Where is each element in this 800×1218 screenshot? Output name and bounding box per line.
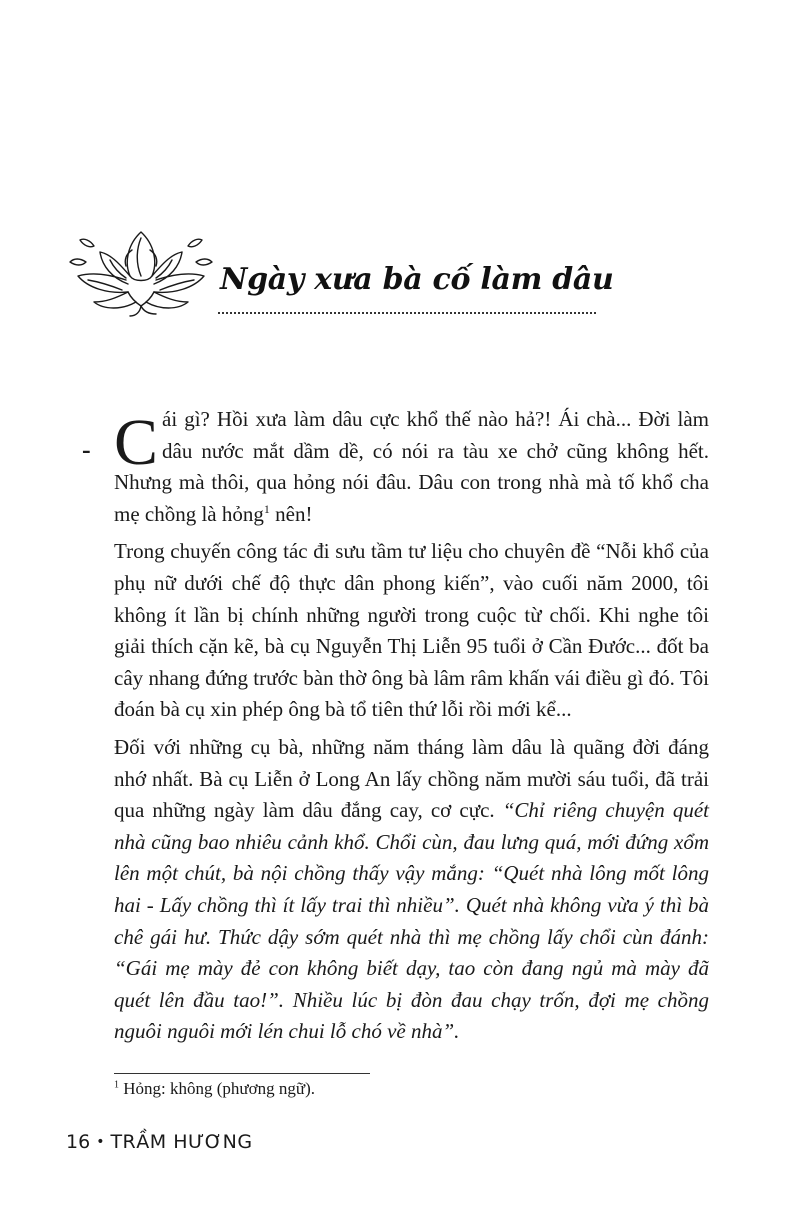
footnote-rule [114,1073,370,1074]
footnote-ref: 1 [263,501,270,516]
lotus-flower-icon [66,218,216,318]
paragraph-2 [114,536,709,726]
drop-cap: C [114,406,159,479]
paragraph-3-text: Đối với những cụ bà, những năm tháng làm dâu là quãng đời đáng nhớ nhất. Bà cụ Liễn ở Long An lấy chồng năm mười sáu tuổi, đã trải qua những ngày làm dâu đắng cay, cơ cực. [114,734,709,823]
footnote-number: 1 [114,1079,119,1091]
paragraph-1 [82,404,709,530]
body-text [82,404,710,1054]
footnote-text: Hỏng: không (phương ngữ). [119,1079,315,1098]
page-number: 16 [66,1131,91,1153]
paragraph-1-end: nên! [269,501,313,526]
paragraph-2-text: Trong chuyến công tác đi sưu tầm tư liệu cho chuyên đề “Nỗi khổ của phụ nữ dưới chế độ thực dân phong kiến”, vào cuối năm 2000, tôi không ít lần bị chính những người trong cuộc từ chối. Khi nghe tôi giải thích cặn kẽ, bà cụ Nguyễn Thị Liễn 95 tuổi ở Cần Đước... đốt ba cây nhang đứng trước bàn thờ ông bà lâm râm khấn vái điều gì đó. Tôi đoán bà cụ xin phép ông bà tổ tiên thứ lỗi rồi mới kể... [114,539,709,722]
page-footer [66,1131,253,1153]
footnote [114,1079,315,1099]
paragraph-3 [114,732,709,1048]
paragraph-3-quote: “Chỉ riêng chuyện quét nhà cũng bao nhiêu cảnh khổ. Chổi cùn, đau lưng quá, mới đứng xổm lên một chút, bà nội chồng thấy vậy mắng: “Quét nhà lông mốt lông hai - Lấy chồng thì ít lấy trai thì nhiều”. Quét nhà không vừa ý thì bà chê gái hư. Thức dậy sớm quét nhà thì mẹ chồng lấy chổi cùn đánh: “Gái mẹ mày đẻ con không biết dạy, tao còn đang ngủ mà mày đã quét lên đầu tao!”. Nhiều lúc bị đòn đau chạy trốn, đợi mẹ chồng nguôi nguôi mới lén chui lỗ chó về nhà”. [114,798,710,1044]
footer-bullet: • [96,1134,105,1150]
author-name: TRẦM HƯƠNG [110,1131,253,1153]
chapter-title: Ngày xưa bà cố làm dâu [220,262,614,297]
title-dotted-rule [218,312,596,314]
paragraph-1-text: ái gì? Hồi xưa làm dâu cực khổ thế nào hả?! Ái chà... Đời làm dâu nước mắt dầm dề, có nói ra tàu xe chở cũng không hết. Nhưng mà thôi, qua hỏng nói đâu. Dâu con trong nhà mà tố khổ cha mẹ chồng là hỏng [114,407,709,526]
dialogue-dash: - [82,435,91,464]
